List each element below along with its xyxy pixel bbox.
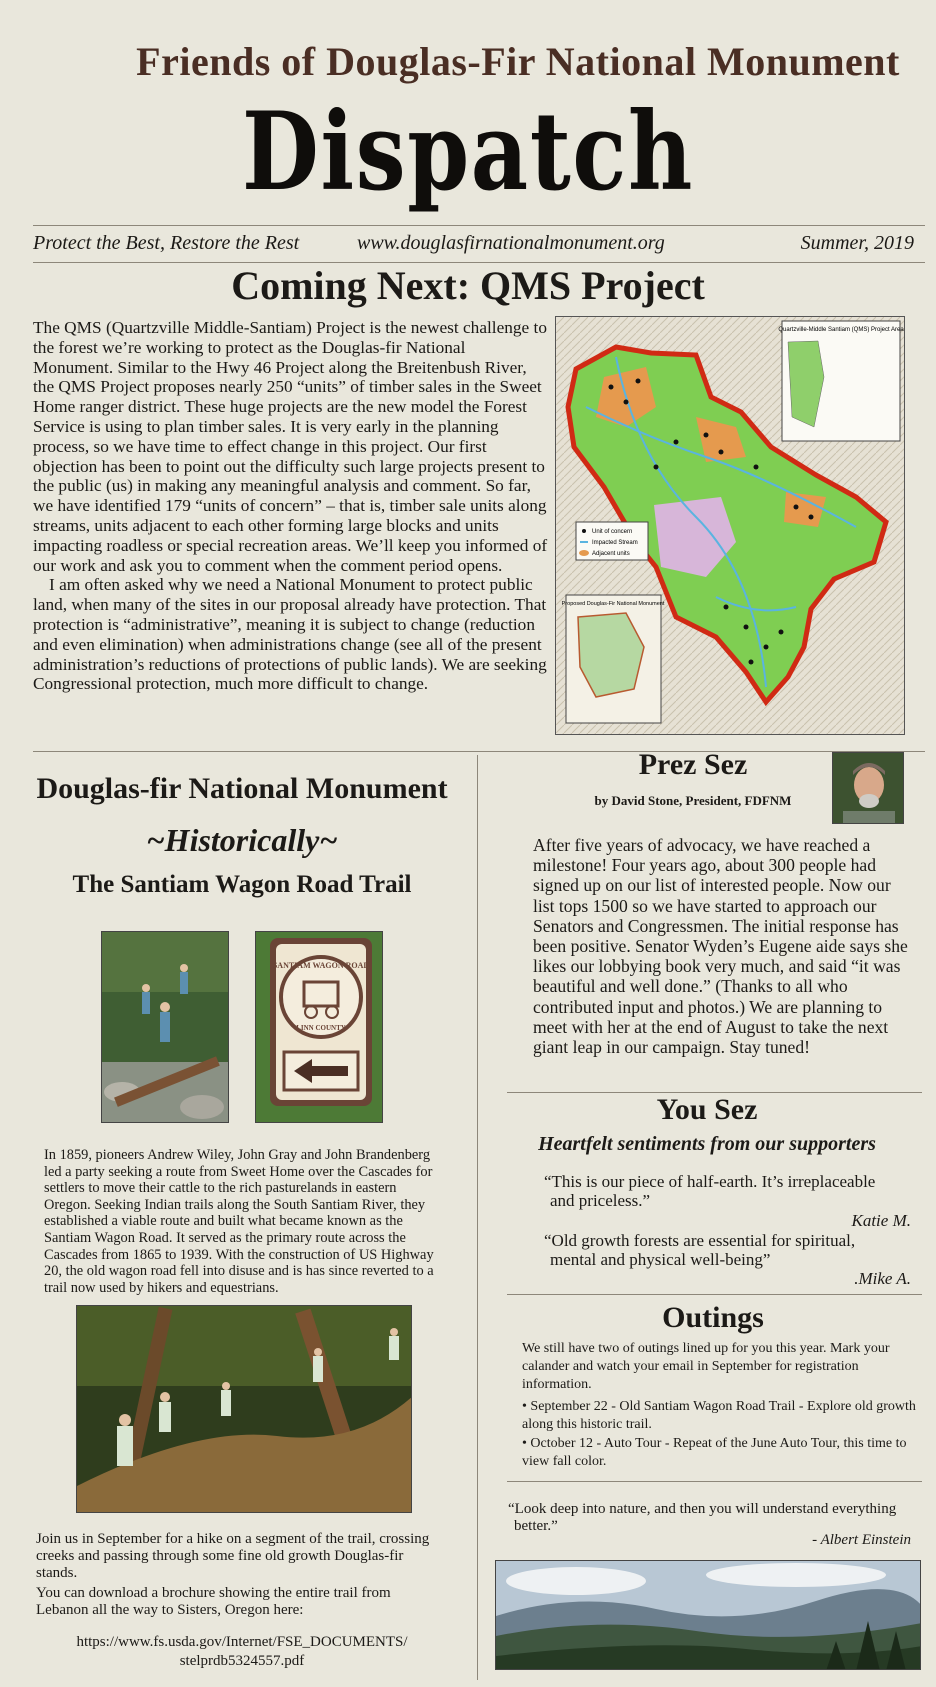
sign-title-text: SANTIAM WAGON ROAD [272,961,370,970]
lead-paragraph-1: The QMS (Quartzville Middle-Santiam) Project is the newest challenge to the forest we’re working to protect as the Douglas-fir National Monument. Similar to the Hwy 46 Project along the Breitenbush River, the QMS Project proposes nearly 250 “units” of timber sales in the Sweet Home ranger district. These huge projects are the new model the Forest Service is using to plan timber sales. It is very early in the planning process, so we have time to effect change in this project. Our first objection has been to point out the difficulty such large projects present to the public (us) in making any meaningful analysis and comment. So far, we have identified 179 “units of concern” – that is, timber sale units along streams, units adjacent to each other forming large blocks and units impacting roadless or special recreation areas. We’ll keep you informed of our work and ask you to comment when the comment period opens. [33,318,548,575]
supporter-quote-1: “This is our piece of half-earth. It’s irreplaceable and priceless.” [544,1172,876,1210]
prez-body: After five years of advocacy, we have reached a milestone! Four years ago, about 300 people had signed up on our list of interested people. Now our list tops 1500 so we have started to approach our Senators and Congressmen. The initial response has been positive. Senator Wyden’s Eugene aide says she likes our lobbying book very much, and said “it was beautiful and well done.” (Thanks to all who contributed input and photos.) We are planning to meet with her at the end of August to take the next giant leap in our campaign. Stay tuned! [533,835,908,1058]
qms-project-map [555,316,905,735]
outings-title: Outings [662,1301,764,1334]
org-title: Friends of Douglas-Fir National Monument [136,39,900,84]
qms-map-graphic [556,317,904,734]
supporter-quote-1-author: Katie M. [851,1211,911,1230]
lead-paragraph-2: I am often asked why we need a National Monument to protect public land, when many of the sites in our proposal already have protection. That protection is “administrative”, meaning it is subject to change (reduction and even elimination) when administrations change (see all of the present administration’s reductions of protections of public lands). We are seeking Congressional protection, much more difficult to change. [33,575,547,694]
president-portrait-graphic [833,753,904,824]
issue-date: Summer, 2019 [800,232,914,254]
legend-unit-of-concern: Unit of concern [592,529,633,535]
unit-of-concern-swatch [582,529,586,533]
history-heading: The Santiam Wagon Road Trail [72,871,412,898]
lead-article [33,318,549,694]
map-title: Quartzville-Middle Santiam (QMS) Project Area [778,327,904,333]
einstein-quote-author: - Albert Einstein [812,1532,911,1548]
creek-crossing-graphic [102,932,229,1123]
einstein-quote: “Look deep into nature, and then you will understand everything better.” [508,1501,897,1534]
president-avatar [832,752,904,824]
brochure-text: You can download a brochure showing the entire trail from Lebanon all the way to Sisters, Oregon here: [36,1585,391,1618]
hikers-forest-graphic [77,1306,412,1513]
outing-item-2: • October 12 - Auto Tour - Repeat of the June Auto Tour, this time to view fall color. [522,1436,907,1469]
brochure-url-line-2[interactable]: stelprdb5324557.pdf [179,1653,305,1669]
prez-sez-title: Prez Sez [638,748,748,781]
wagon-road-sign-photo [255,931,383,1123]
hikers-forest-photo [76,1305,412,1513]
legend-impacted-stream: Impacted Stream [592,540,638,546]
supporter-quote-2-author: .Mike A. [854,1269,911,1288]
outings-quote-divider [507,1481,922,1482]
website-link[interactable]: www.douglasfirnationalmonument.org [357,232,665,254]
sign-county-text: LINN COUNTY [296,1024,346,1032]
lead-headline: Coming Next: QMS Project [231,263,705,308]
history-section-title: Douglas-fir National Monument [36,772,448,805]
you-sez-subtitle: Heartfelt sentiments from our supporters [538,1133,876,1155]
legend-adjacent-units: Adjacent units [592,551,630,557]
outing-item-1: • September 22 - Old Santiam Wagon Road Trail - Explore old growth along this historic trail. [522,1399,916,1432]
mountain-vista-photo [495,1560,921,1670]
history-paragraph: In 1859, pioneers Andrew Wiley, John Gray and John Brandenberg led a party seeking a route from Sweet Home over the Cascades for settlers to move their cattle to the rich pasturelands in eastern Oregon. Seeking Indian trails along the South Santiam River, they established a viable route and built what became known as the Santiam Wagon Road. It served as the primary route across the Cascades from 1865 to 1939. With the construction of US Highway 20, the old wagon road fell into disuse and is has since reverted to a trail now used by hikers and equestrians. [44,1147,434,1296]
supporter-quote-2: “Old growth forests are essential for spiritual, mental and physical well-being” [544,1231,856,1269]
column-divider [477,755,478,1680]
you-sez-title: You Sez [656,1093,758,1126]
join-hike-text: Join us in September for a hike on a segment of the trail, crossing creeks and passing through some fine old growth Douglas-fir stands. [36,1531,430,1581]
motto: Protect the Best, Restore the Rest [33,232,300,254]
history-subtitle: ~Historically~ [146,822,338,858]
mountain-vista-graphic [496,1561,921,1670]
outings-intro: We still have two of outings lined up for you this year. Mark your calander and watch your email in September for registration information. [522,1341,890,1392]
prez-byline: by David Stone, President, FDFNM [594,793,792,808]
masthead-title: Dispatch [242,89,694,215]
brochure-url-line-1[interactable]: https://www.fs.usda.gov/Internet/FSE_DOCUMENTS/ [76,1634,408,1650]
brochure-link[interactable] [20,1633,464,1671]
wagon-road-sign-graphic [256,932,383,1123]
header-top-rule [33,225,925,226]
adjacent-units-swatch [579,550,589,556]
creek-crossing-photo [101,931,229,1123]
you-outings-divider [507,1294,922,1295]
inset-map-title: Proposed Douglas-Fir National Monument [561,601,665,607]
